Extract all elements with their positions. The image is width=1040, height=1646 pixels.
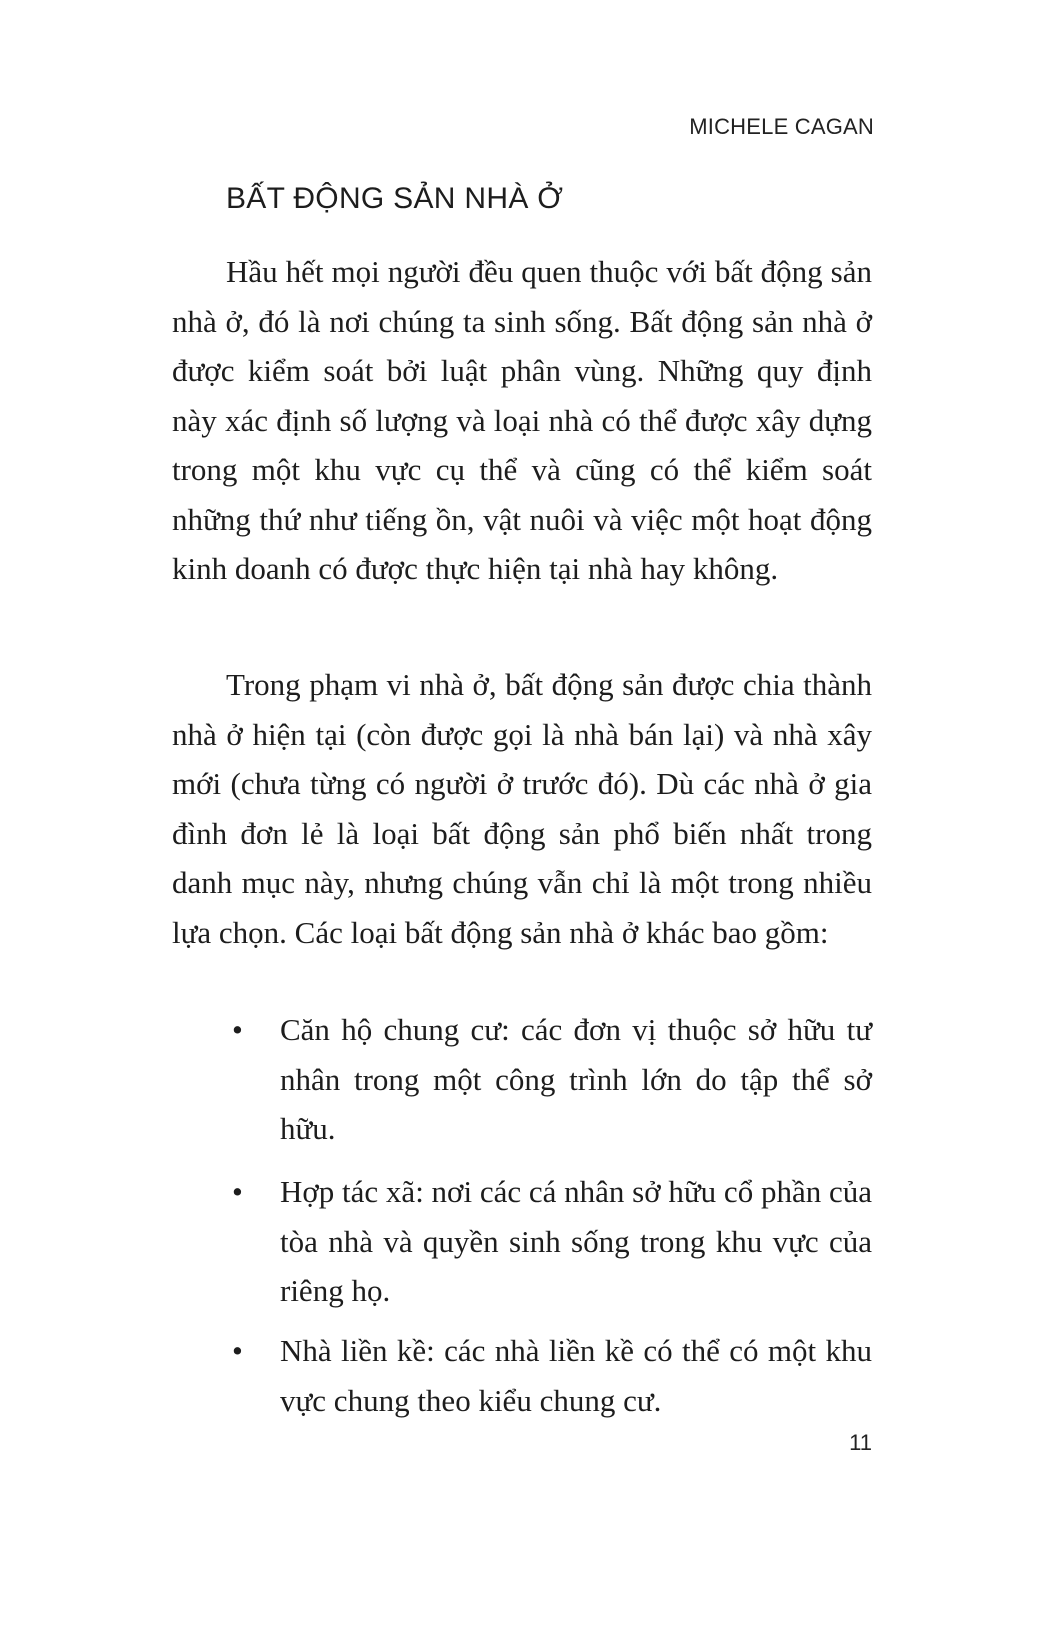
page-number: 11 <box>849 1430 872 1455</box>
list-item <box>172 1005 872 1154</box>
list-item-text: Hợp tác xã: nơi các cá nhân sở hữu cổ phần của tòa nhà và quyền sinh sống trong khu vực của riêng họ. <box>280 1174 872 1308</box>
running-head: MICHELE CAGAN <box>689 114 874 139</box>
paragraph-text: Hầu hết mọi người đều quen thuộc với bất động sản nhà ở, đó là nơi chúng ta sinh sống. Bất động sản nhà ở được kiểm soát bởi luật phân vùng. Những quy định này xác định số lượng và loại nhà có thể được xây dựng trong một khu vực cụ thể và cũng có thể kiểm soát những thứ như tiếng ồn, vật nuôi và việc một hoạt động kinh doanh có được thực hiện tại nhà hay không. <box>172 254 872 586</box>
bullet-marker: • <box>232 1333 243 1368</box>
bullet-marker: • <box>232 1174 243 1209</box>
body-paragraph-1 <box>172 247 872 594</box>
list-item-text: Căn hộ chung cư: các đơn vị thuộc sở hữu tư nhân trong một công trình lớn do tập thể sở hữu. <box>280 1012 872 1146</box>
section-title: BẤT ĐỘNG SẢN NHÀ Ở <box>226 182 564 215</box>
bullet-marker: • <box>232 1012 243 1047</box>
list-item <box>172 1326 872 1425</box>
paragraph-text: Trong phạm vi nhà ở, bất động sản được chia thành nhà ở hiện tại (còn được gọi là nhà bán lại) và nhà xây mới (chưa từng có người ở trước đó). Dù các nhà ở gia đình đơn lẻ là loại bất động sản phổ biến nhất trong danh mục này, nhưng chúng vẫn chỉ là một trong nhiều lựa chọn. Các loại bất động sản nhà ở khác bao gồm: <box>172 667 872 950</box>
body-paragraph-2 <box>172 660 872 957</box>
list-item <box>172 1167 872 1316</box>
list-item-text: Nhà liền kề: các nhà liền kề có thể có một khu vực chung theo kiểu chung cư. <box>280 1333 872 1418</box>
